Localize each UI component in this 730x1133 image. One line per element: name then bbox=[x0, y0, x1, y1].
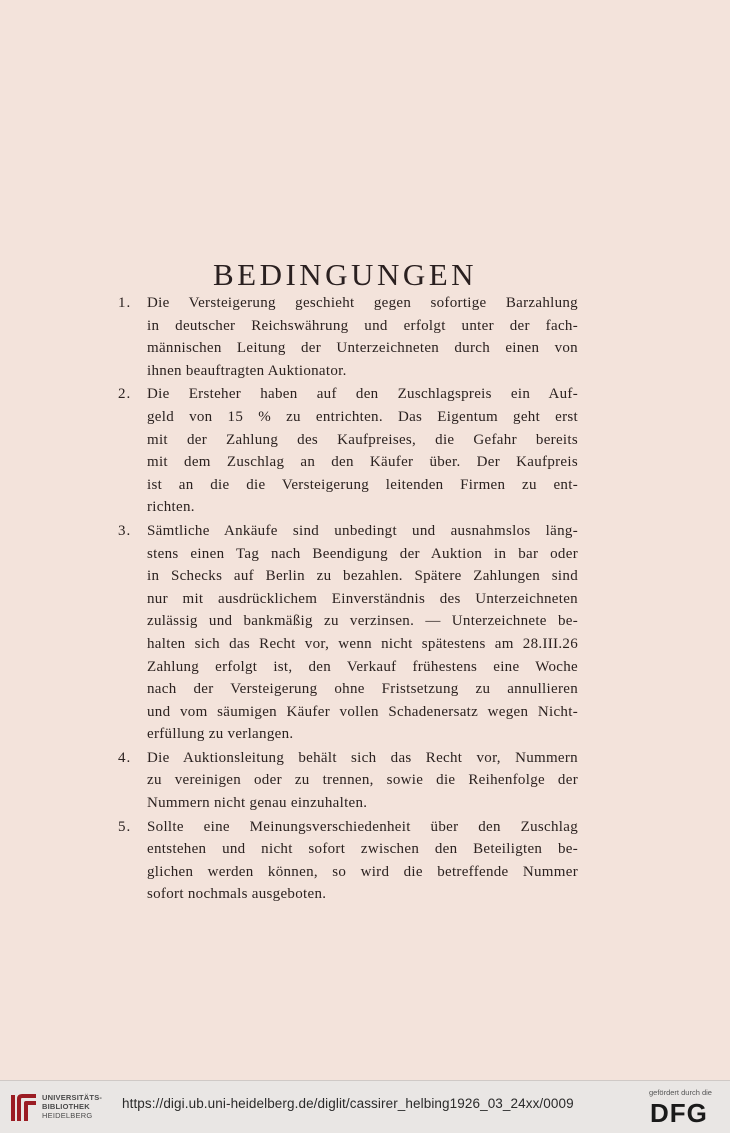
text-line: zulässig und bankmäßig zu verzinsen. — Unterzeichnete be- bbox=[147, 613, 578, 630]
library-name-line: BIBLIOTHEK bbox=[42, 1102, 90, 1111]
text-line: Die Ersteher haben auf den Zuschlagspreis ein Auf- bbox=[147, 386, 578, 403]
text-line: entstehen und nicht sofort zwischen den Beteiligten be- bbox=[147, 841, 578, 858]
text-line: ist an die die Versteigerung leitenden Firmen zu ent- bbox=[147, 476, 578, 493]
text-line: ihnen beauftragten Auktionator. bbox=[147, 362, 347, 379]
text-line: männischen Leitung der Unterzeichneten durch einen von bbox=[147, 340, 578, 357]
text-line: glichen werden können, so wird die betreffende Nummer bbox=[147, 863, 578, 880]
item-number: 1. bbox=[118, 295, 132, 311]
text-line: mit dem Zuschlag an den Käufer über. Der Kaufpreis bbox=[147, 454, 578, 471]
text-line: Sollte eine Meinungsverschiedenheit über den Zuschlag bbox=[147, 818, 578, 835]
text-line: nur mit ausdrücklichem Einverständnis des Unterzeichneten bbox=[147, 590, 578, 607]
condition-item-2 bbox=[118, 383, 578, 519]
page-title: BEDINGUNGEN bbox=[212, 256, 478, 292]
footer-bar bbox=[0, 1080, 730, 1133]
text-line: Nummern nicht genau einzuhalten. bbox=[147, 795, 368, 812]
text-line: nach der Versteigerung ohne Fristsetzung zu annullieren bbox=[147, 681, 578, 698]
text-line: Die Versteigerung geschieht gegen sofortige Barzahlung bbox=[147, 295, 578, 311]
funded-by-label: gefördert durch die bbox=[649, 1088, 712, 1097]
text-line: in deutscher Reichswährung und erfolgt unter der fach- bbox=[147, 317, 578, 334]
text-line: in Schecks auf Berlin zu bezahlen. Spätere Zahlungen sind bbox=[147, 568, 578, 585]
text-line: zu vereinigen oder zu trennen, sowie die Reihenfolge der bbox=[147, 772, 578, 789]
condition-item-5 bbox=[118, 816, 578, 906]
item-number: 2. bbox=[118, 386, 132, 403]
text-line: Zahlung erfolgt ist, den Verkauf frühestens eine Woche bbox=[147, 658, 578, 675]
condition-item-1 bbox=[118, 292, 578, 382]
item-number: 4. bbox=[118, 749, 132, 766]
text-line: und vom säumigen Käufer vollen Schadenersatz wegen Nicht- bbox=[147, 703, 578, 720]
dfg-logo: DFG bbox=[650, 1098, 708, 1128]
library-logo-icon bbox=[10, 1091, 38, 1123]
text-line: geld von 15 % zu entrichten. Das Eigentum geht erst bbox=[147, 408, 578, 425]
source-url-link[interactable]: https://digi.ub.uni-heidelberg.de/diglit/cassirer_helbing1926_03_24xx/0009 bbox=[122, 1096, 574, 1111]
text-line: Sämtliche Ankäufe sind unbedingt und ausnahmslos läng- bbox=[147, 522, 578, 539]
text-line: Die Auktionsleitung behält sich das Recht vor, Nummern bbox=[147, 749, 578, 766]
condition-item-3 bbox=[118, 520, 578, 746]
text-line: erfüllung zu verlangen. bbox=[147, 726, 294, 743]
item-number: 5. bbox=[118, 818, 132, 835]
library-name-line: HEIDELBERG bbox=[42, 1111, 93, 1120]
condition-item-4 bbox=[118, 747, 578, 815]
text-line: sofort nochmals ausgeboten. bbox=[147, 886, 327, 903]
conditions-list bbox=[118, 292, 578, 907]
item-number: 3. bbox=[118, 522, 132, 539]
text-line: richten. bbox=[147, 499, 195, 516]
text-line: mit der Zahlung des Kaufpreises, die Gefahr bereits bbox=[147, 431, 578, 448]
text-line: halten sich das Recht vor, wenn nicht spätestens am 28.III.26 bbox=[147, 635, 578, 652]
text-line: stens einen Tag nach Beendigung der Auktion in bar oder bbox=[147, 545, 578, 562]
library-name-line: UNIVERSITÄTS- bbox=[42, 1093, 103, 1102]
library-name bbox=[42, 1093, 102, 1120]
